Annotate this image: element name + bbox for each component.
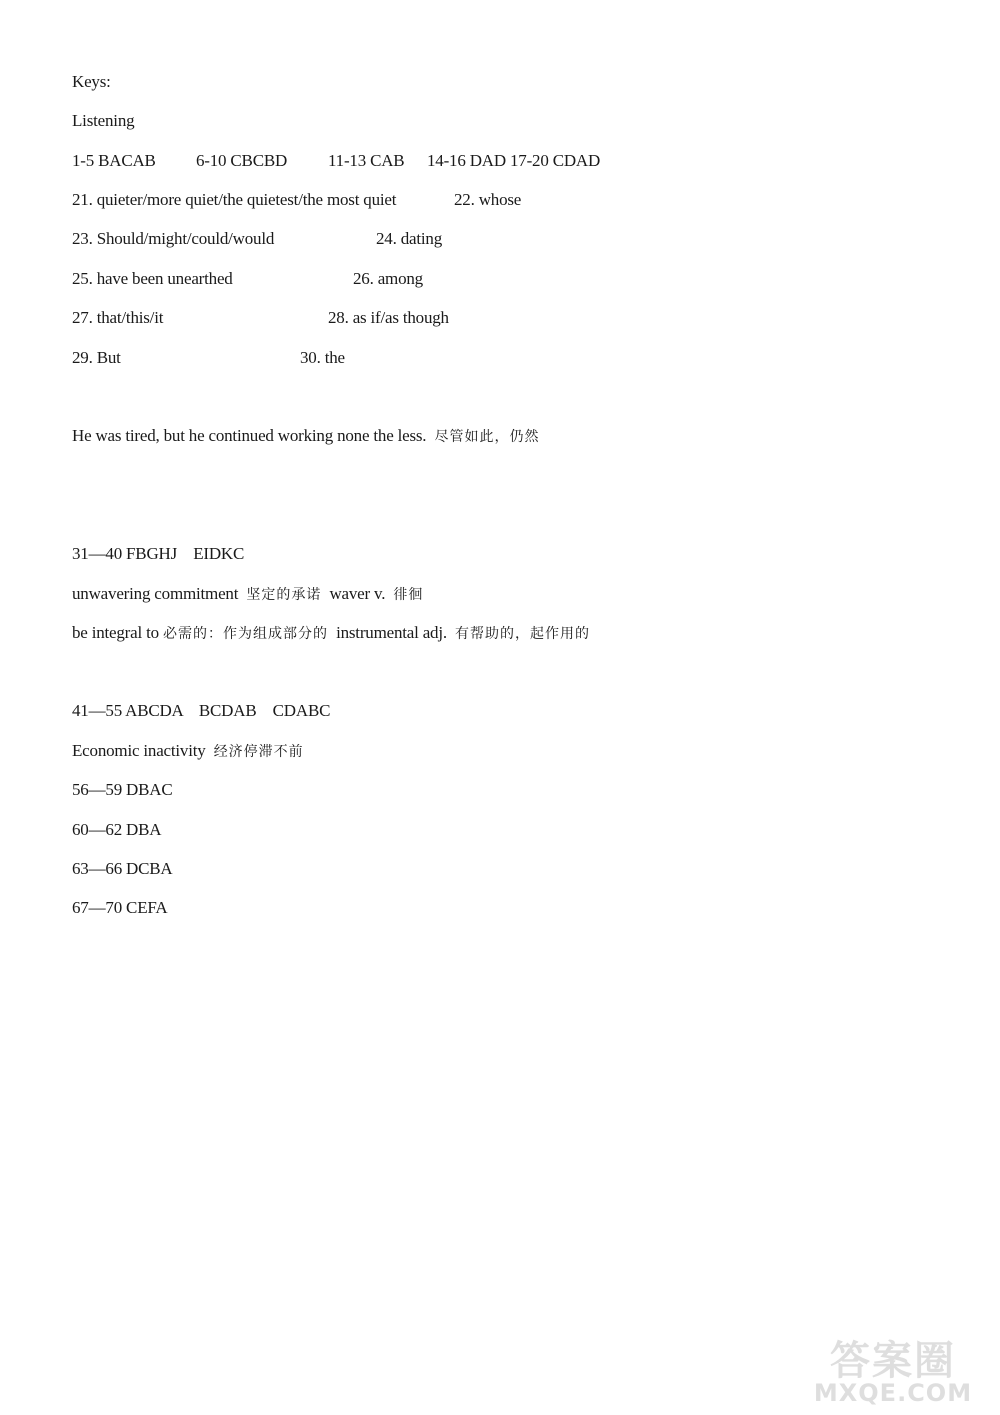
fill-in-answer: 27. that/this/it xyxy=(72,308,164,327)
reading-answers: 67—70 CEFA xyxy=(72,898,168,917)
reading-answers: 60—62 DBA xyxy=(72,820,162,839)
section3-answers: 41—55 ABCDA BCDAB CDABC xyxy=(72,701,331,720)
listening-heading: Listening xyxy=(72,111,135,130)
fill-in-answer: 22. whose xyxy=(454,190,522,209)
vocab-chinese: 经济停滞不前 xyxy=(213,744,304,760)
listening-group: 6-10 CBCBD xyxy=(196,151,288,170)
vocab-english: Economic inactivity xyxy=(72,741,206,760)
fill-in-answer: 25. have been unearthed xyxy=(72,269,233,288)
vocab-line xyxy=(72,741,304,762)
note-english: He was tired, but he continued working none the less. xyxy=(72,426,427,445)
section2-answers: 31—40 FBGHJ EIDKC xyxy=(72,544,245,563)
fill-in-answer: 28. as if/as though xyxy=(328,308,449,327)
vocab-chinese: 坚定的承诺 xyxy=(246,587,322,603)
vocab-chinese: 徘徊 xyxy=(393,587,424,603)
listening-group: 11-13 CAB xyxy=(328,151,405,170)
fill-in-answer: 24. dating xyxy=(376,229,442,248)
watermark-bottom: MXQE.COM xyxy=(813,1379,973,1407)
vocab-english: instrumental adj. xyxy=(336,623,447,642)
fill-in-answer: 23. Should/might/could/would xyxy=(72,229,275,248)
listening-group: 1-5 BACAB xyxy=(72,151,156,170)
vocab-english: waver v. xyxy=(329,584,386,603)
note-line xyxy=(72,426,539,447)
listening-group: 14-16 DAD 17-20 CDAD xyxy=(427,151,601,170)
fill-in-answer: 21. quieter/more quiet/the quietest/the most quiet xyxy=(72,190,397,209)
note-chinese: 尽管如此，仍然 xyxy=(434,429,540,445)
site-watermark-logo xyxy=(798,1329,988,1409)
vocab-line xyxy=(72,623,590,644)
fill-in-answer: 29. But xyxy=(72,348,121,367)
watermark-top: 答案圈 xyxy=(830,1338,956,1384)
vocab-line xyxy=(72,584,423,605)
keys-heading: Keys: xyxy=(72,72,111,91)
reading-answers: 56—59 DBAC xyxy=(72,780,173,799)
reading-answers: 63—66 DCBA xyxy=(72,859,173,878)
fill-in-answer: 26. among xyxy=(353,269,423,288)
vocab-english: be integral to xyxy=(72,623,159,642)
vocab-english: unwavering commitment xyxy=(72,584,239,603)
fill-in-answer: 30. the xyxy=(300,348,345,367)
vocab-chinese: 必需的：作为组成部分的 xyxy=(162,626,328,642)
vocab-chinese: 有帮助的，起作用的 xyxy=(455,626,591,642)
